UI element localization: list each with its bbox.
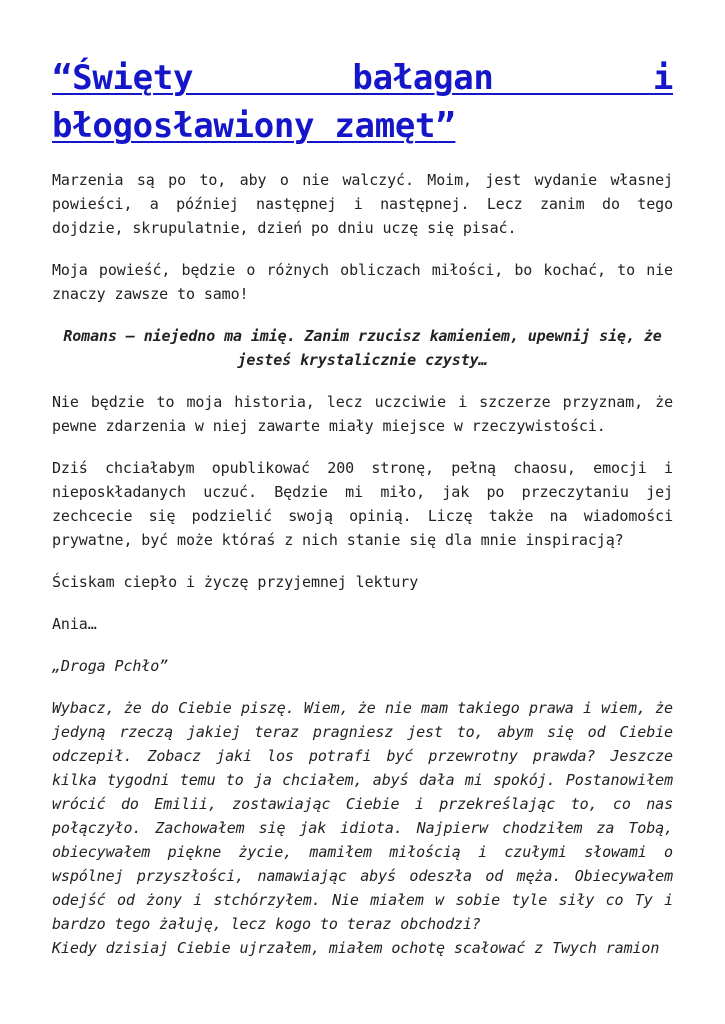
signature-paragraph: Ania… <box>52 615 97 633</box>
letter-body-paragraph: Wybacz, że do Ciebie piszę. Wiem, że nie mam takiego prawa i wiem, że jedyną rzeczą jakiej teraz pragniesz jest to, abym się od Ciebie odczepił. Zobacz jaki los potrafi być przewrotny prawda? Jeszcze kilka tygodni temu to ja chciałem, abyś dała mi spokój. Postanowiłem wrócić do Emilii, zostawiając Ciebie i przekreślając to, co nas połączyło. Zachowałem się jak idiota. Najpierw chodziłem za Tobą, obiecywałem piękne życie, mamiłem miłością i czułymi słowami o wspólnej przyszłości, namawiając abyś odeszła od męża. Obiecywałem odejść od żony i stchórzyłem. Nie miałem w sobie tyle siły co Ty i bardzo tego żałuję, lecz kogo to teraz obchodzi? <box>52 699 673 933</box>
document-page <box>52 54 673 960</box>
novel-description-paragraph: Moja powieść, będzie o różnych obliczach miłości, bo kochać, to nie znaczy zawsze to samo! <box>52 261 673 303</box>
article-title <box>52 54 673 150</box>
letter-salutation: „Droga Pchło” <box>52 657 169 675</box>
publication-paragraph: Dziś chciałabym opublikować 200 stronę, pełną chaosu, emocji i nieposkładanych uczuć. Będzie mi miło, jak po przeczytaniu jej zechcecie się podzielić swoją opinią. Liczę także na wiadomości prywatne, być może któraś z nich stanie się dla mnie inspiracją? <box>52 459 673 549</box>
greeting-paragraph: Ściskam ciepło i życzę przyjemnej lektury <box>52 573 419 591</box>
intro-paragraph: Marzenia są po to, aby o nie walczyć. Moim, jest wydanie własnej powieści, a później następnej i następnej. Lecz zanim do tego dojdzie, skrupulatnie, dzień po dniu uczę się pisać. <box>52 171 673 237</box>
article-title-link[interactable]: “Święty bałagan i błogosławiony zamęt” <box>52 58 673 146</box>
letter-continuation-paragraph: Kiedy dzisiaj Ciebie ujrzałem, miałem ochotę scałować z Twych ramion <box>52 939 660 957</box>
disclaimer-paragraph: Nie będzie to moja historia, lecz uczciwie i szczerze przyznam, że pewne zdarzenia w niej zawarte miały miejsce w rzeczywistości. <box>52 393 673 435</box>
motto-paragraph: Romans – niejedno ma imię. Zanim rzucisz kamieniem, upewnij się, że jesteś krystalicznie czysty… <box>63 327 662 369</box>
